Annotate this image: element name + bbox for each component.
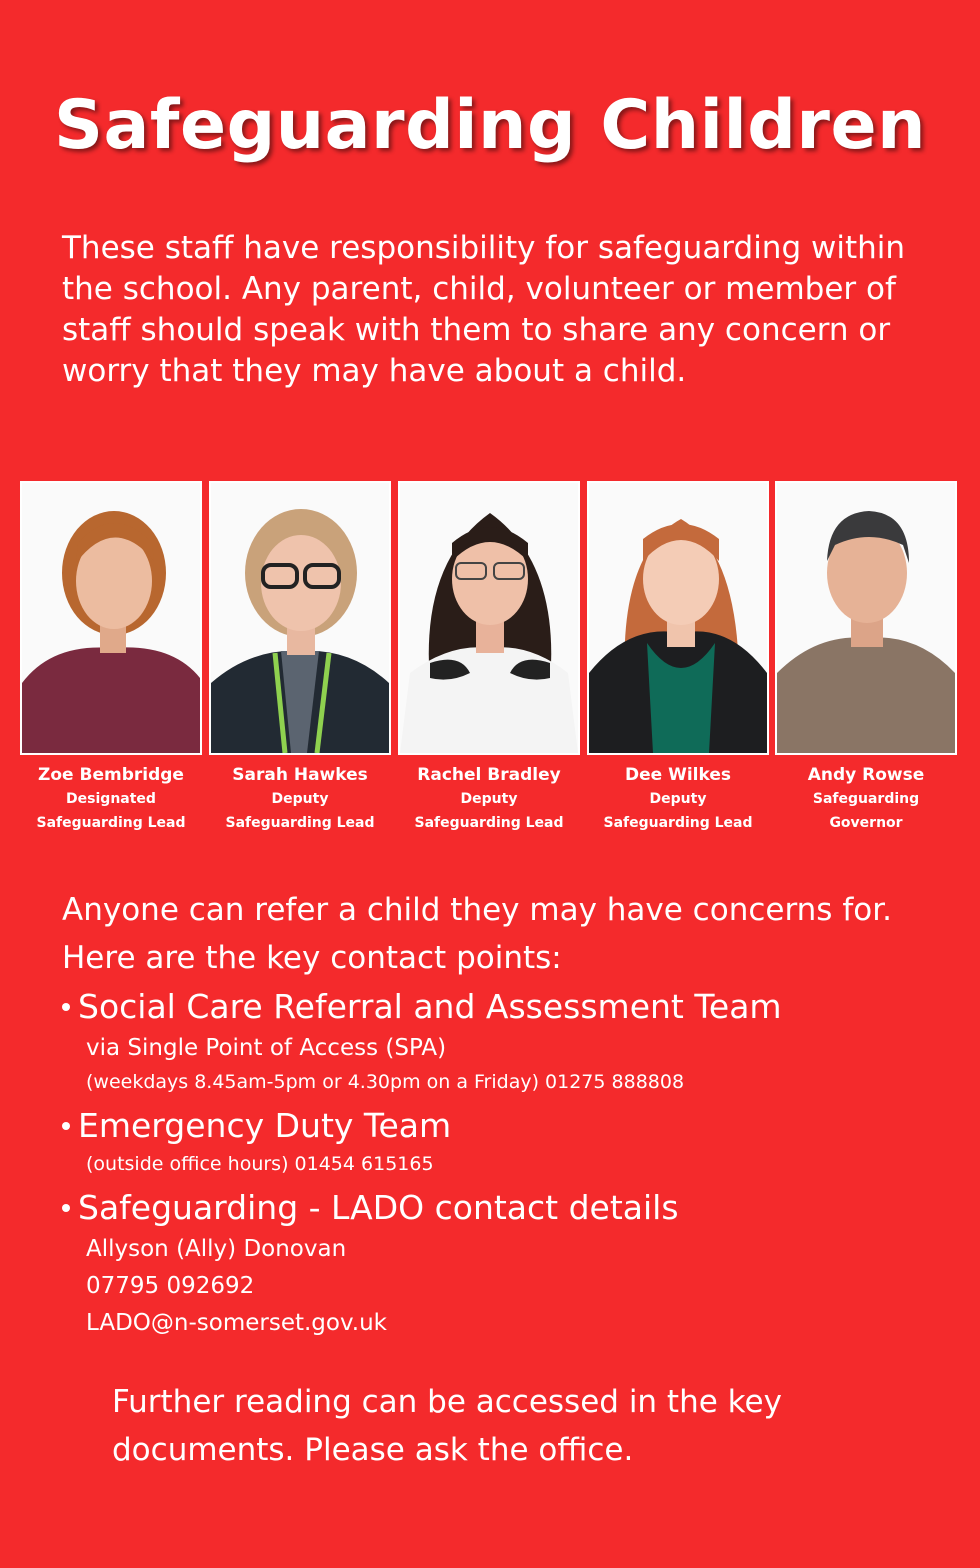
contact-heading-text: Emergency Duty Team <box>78 1106 452 1145</box>
contact-heading-text: Social Care Referral and Assessment Team <box>78 987 782 1026</box>
staff-role <box>209 787 391 835</box>
contacts-section <box>62 886 962 1342</box>
staff-card <box>775 481 957 835</box>
bullet-icon <box>62 1122 70 1130</box>
staff-photo <box>20 481 202 755</box>
staff-name: Rachel Bradley <box>417 765 561 785</box>
staff-role <box>20 787 202 835</box>
contact-line: (outside office hours) 01454 615165 <box>86 1153 434 1175</box>
contact-heading-text: Safeguarding - LADO contact details <box>78 1188 679 1227</box>
staff-photo <box>209 481 391 755</box>
staff-gallery <box>20 481 960 841</box>
contact-email: LADO@n-somerset.gov.uk <box>86 1310 387 1336</box>
staff-card <box>209 481 391 835</box>
footer-note: Further reading can be accessed in the key documents. Please ask the office. <box>112 1384 782 1468</box>
staff-photo <box>775 481 957 755</box>
contact-item <box>62 984 962 1097</box>
contact-phone: 07795 092692 <box>86 1273 255 1299</box>
contact-heading <box>62 984 962 1030</box>
staff-role <box>587 787 769 835</box>
contact-name: Allyson (Ally) Donovan <box>86 1236 347 1262</box>
staff-photo <box>587 481 769 755</box>
bullet-icon <box>62 1204 70 1212</box>
page-title: Safeguarding Children <box>54 86 926 165</box>
staff-photo <box>398 481 580 755</box>
staff-name: Andy Rowse <box>807 765 925 785</box>
staff-role-line: Designated <box>66 791 156 807</box>
staff-role-line: Governor <box>829 815 903 831</box>
staff-role-line: Safeguarding Lead <box>36 815 186 831</box>
staff-role <box>398 787 580 835</box>
bullet-icon <box>62 1003 70 1011</box>
staff-role-line: Safeguarding Lead <box>603 815 753 831</box>
staff-name: Sarah Hawkes <box>232 765 368 785</box>
contact-heading <box>62 1103 962 1149</box>
contact-line: (weekdays 8.45am-5pm or 4.30pm on a Friday) 01275 888808 <box>86 1071 685 1093</box>
staff-role-line: Safeguarding Lead <box>414 815 564 831</box>
contact-item <box>62 1103 962 1179</box>
staff-role-line: Safeguarding <box>812 791 920 807</box>
staff-name: Zoe Bembridge <box>38 765 184 785</box>
contact-item <box>62 1185 962 1342</box>
staff-role-line: Deputy <box>271 791 329 807</box>
contact-heading <box>62 1185 962 1231</box>
contact-line: via Single Point of Access (SPA) <box>86 1035 447 1061</box>
contacts-intro: Anyone can refer a child they may have concerns for. Here are the key contact points: <box>62 892 892 976</box>
staff-card <box>587 481 769 835</box>
staff-role <box>775 787 957 835</box>
staff-role-line: Deputy <box>460 791 518 807</box>
staff-role-line: Deputy <box>649 791 707 807</box>
intro-text: These staff have responsibility for safeguarding within the school. Any parent, child, volunteer or member of staff should speak with them to share any concern or worry that they may have about a child. <box>62 230 906 389</box>
staff-role-line: Safeguarding Lead <box>225 815 375 831</box>
staff-name: Dee Wilkes <box>625 765 731 785</box>
staff-card <box>398 481 580 835</box>
staff-card <box>20 481 202 835</box>
